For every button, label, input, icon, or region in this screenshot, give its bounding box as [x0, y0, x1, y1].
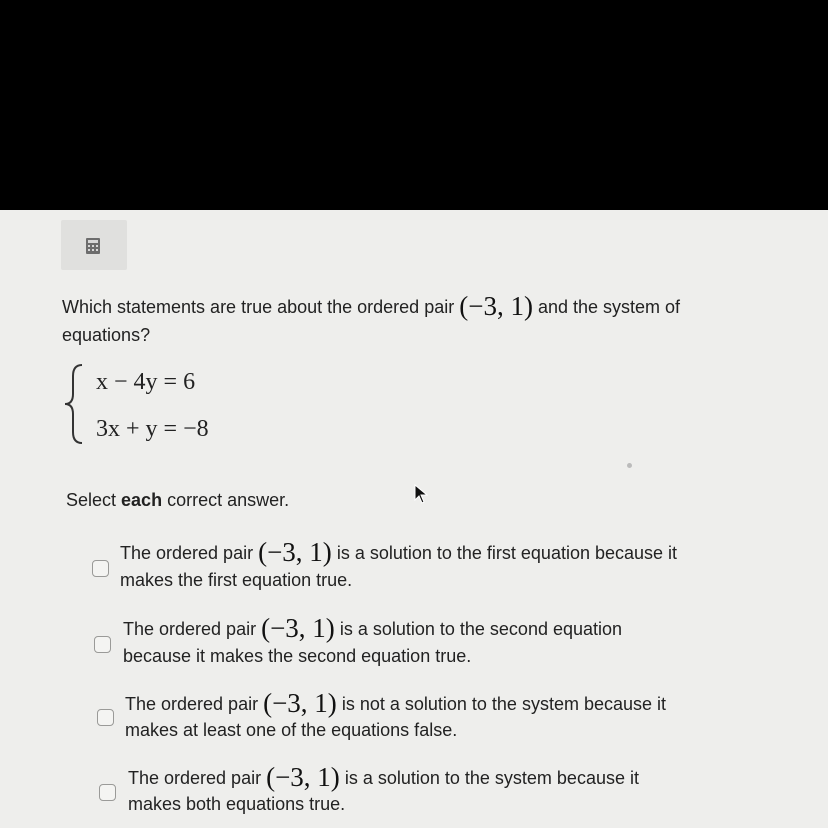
option-3-pair: (−3, 1)	[263, 688, 337, 718]
option-2-before: The ordered pair	[123, 619, 257, 639]
option-3-before: The ordered pair	[125, 694, 259, 714]
option-3-line-1	[125, 688, 667, 718]
question-line-1	[62, 291, 681, 321]
equation-1: x − 4y = 6	[96, 369, 196, 395]
option-4-after: is a solution to the system because it	[344, 768, 639, 788]
option-2-line-2: because it makes the second equation true.	[123, 646, 472, 666]
option-1-line-1	[120, 537, 678, 567]
option-4-before: The ordered pair	[128, 768, 262, 788]
checkbox-option-3[interactable]	[97, 709, 114, 726]
question-text-before: Which statements are true about the ordered pair	[62, 297, 455, 317]
question-screen	[0, 210, 828, 828]
option-4-line-2: makes both equations true.	[128, 794, 346, 814]
ordered-pair: (−3, 1)	[459, 291, 533, 321]
instruction-bold: each	[121, 490, 163, 510]
option-1-pair: (−3, 1)	[258, 537, 332, 567]
option-4-line-1	[128, 762, 639, 792]
option-2-line-1	[123, 613, 623, 643]
equation-2: 3x + y = −8	[96, 416, 209, 442]
stray-dot	[627, 463, 632, 468]
checkbox-option-2[interactable]	[94, 636, 111, 653]
question-text-after: and the system of	[537, 297, 681, 317]
option-3-after: is not a solution to the system because it	[341, 694, 667, 714]
instruction	[66, 490, 289, 511]
option-4-pair: (−3, 1)	[266, 762, 340, 792]
calculator-icon	[85, 237, 101, 255]
option-1-after: is a solution to the first equation because it	[336, 543, 678, 563]
option-2-after: is a solution to the second equation	[339, 619, 623, 639]
checkbox-option-1[interactable]	[92, 560, 109, 577]
option-1-line-2: makes the first equation true.	[120, 570, 353, 590]
instruction-suffix: correct answer.	[162, 490, 290, 510]
calculator-button[interactable]	[61, 220, 127, 270]
option-2-pair: (−3, 1)	[261, 613, 335, 643]
checkbox-option-4[interactable]	[99, 784, 116, 801]
system-brace	[60, 362, 86, 446]
mouse-cursor-icon	[414, 484, 428, 504]
option-3-line-2: makes at least one of the equations false.	[125, 720, 458, 740]
option-1-before: The ordered pair	[120, 543, 254, 563]
question-line-2: equations?	[62, 325, 151, 345]
instruction-prefix: Select	[66, 490, 122, 510]
